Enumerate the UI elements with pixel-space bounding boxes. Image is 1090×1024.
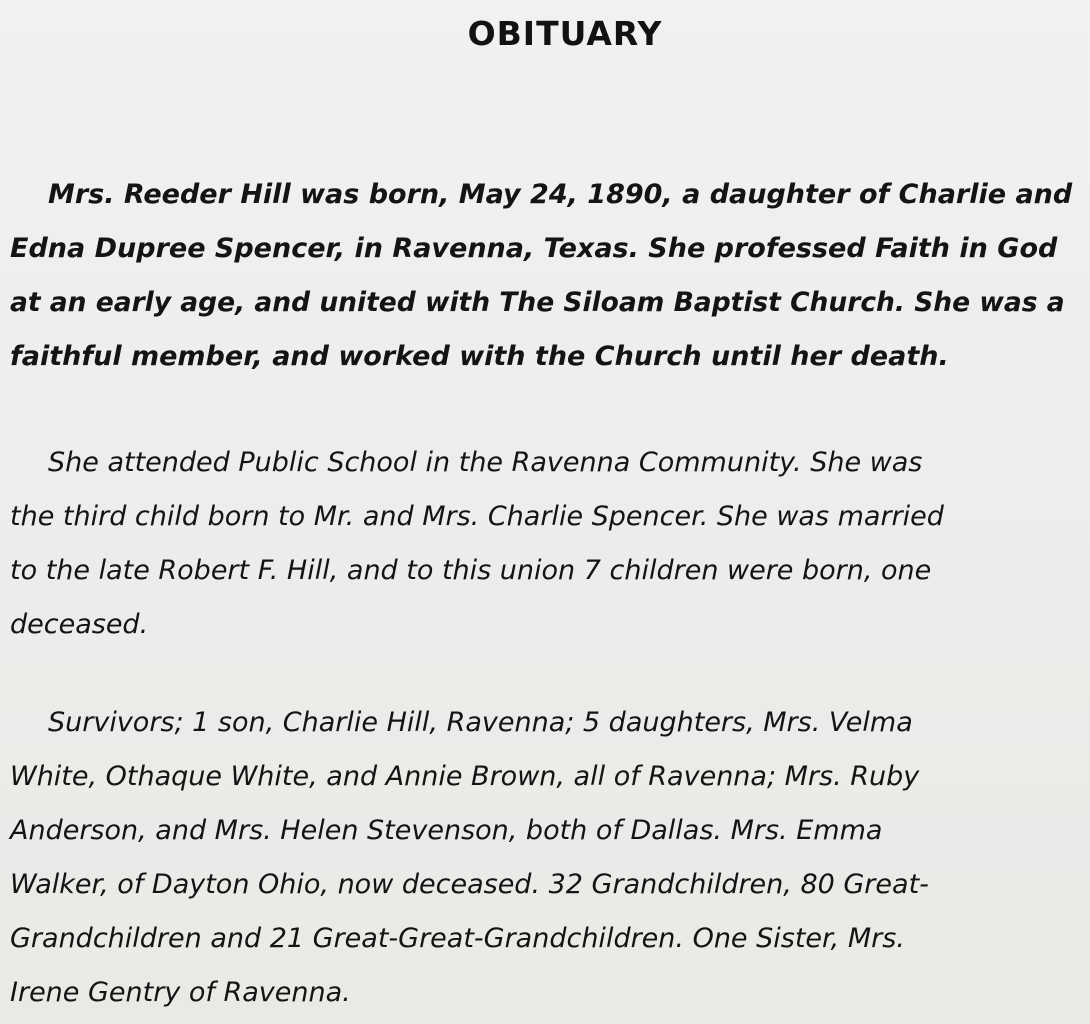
paragraph-line: Survivors; 1 son, Charlie Hill, Ravenna; 5 daughters, Mrs. Velma [48, 707, 913, 738]
paragraph-line: to the late Robert F. Hill, and to this union 7 children were born, one [10, 555, 932, 586]
paragraph-line: Irene Gentry of Ravenna. [10, 977, 351, 1008]
paragraph-schooling-and-marriage [10, 436, 1080, 652]
paragraph-line: Anderson, and Mrs. Helen Stevenson, both of Dallas. Mrs. Emma [10, 815, 883, 846]
page-title: OBITUARY [467, 14, 663, 53]
paragraph-line: White, Othaque White, and Annie Brown, all of Ravenna; Mrs. Ruby [10, 761, 920, 792]
paragraph-line: Mrs. Reeder Hill was born, May 24, 1890, a daughter of Charlie and [48, 179, 1073, 210]
paragraph-line: Edna Dupree Spencer, in Ravenna, Texas. She professed Faith in God [10, 233, 1058, 264]
paragraph-survivors [10, 696, 1080, 1020]
paragraph-line: at an early age, and united with The Siloam Baptist Church. She was a [10, 287, 1065, 318]
paragraph-line: She attended Public School in the Ravenna Community. She was [48, 447, 923, 478]
paragraph-line: faithful member, and worked with the Church until her death. [10, 341, 949, 372]
paragraph-line: Walker, of Dayton Ohio, now deceased. 32 Grandchildren, 80 Great- [10, 869, 929, 900]
paragraph-birth-and-faith [10, 168, 1080, 384]
paragraph-line: the third child born to Mr. and Mrs. Charlie Spencer. She was married [10, 501, 944, 532]
paragraph-line: deceased. [10, 609, 149, 640]
paragraph-line: Grandchildren and 21 Great-Great-Grandchildren. One Sister, Mrs. [10, 923, 905, 954]
